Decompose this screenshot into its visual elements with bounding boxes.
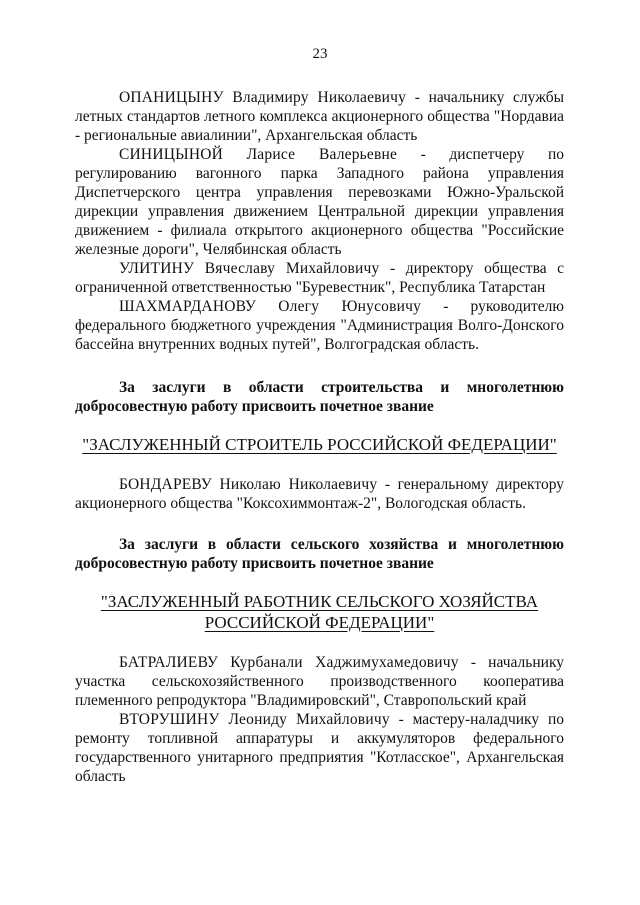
honorary-title <box>75 591 564 633</box>
honorary-title-line: "ЗАСЛУЖЕННЫЙ РАБОТНИК СЕЛЬСКОГО ХОЗЯЙСТВА <box>100 592 539 611</box>
document-body <box>75 88 564 786</box>
recipient-name: Курбанали Хаджимухамедовичу <box>230 654 459 671</box>
recipient-name: Николаю Николаевичу <box>219 476 378 493</box>
recipient-surname: УЛИТИНУ <box>119 260 195 277</box>
recipient-name: Леониду Михайловичу <box>228 711 390 728</box>
recipient-surname: БОНДАРЕВУ <box>119 476 212 493</box>
award-entry <box>75 297 564 354</box>
recipient-position: - генеральному директору акционерного общества "Коксохиммонтаж-2", Вологодская область. <box>75 476 564 512</box>
recipient-name: Вячеславу Михайловичу <box>204 260 380 277</box>
recipient-position: - директору общества с ограниченной ответственностью "Буревестник", Республика Татарстан <box>75 260 565 296</box>
recipient-position: - руководителю федерального бюджетного учреждения "Администрация Волго-Донского бассейна внутренних водных путей", Волгоградская область. <box>75 298 564 353</box>
award-entry <box>75 475 564 513</box>
award-entry <box>75 259 564 297</box>
award-entry <box>75 710 564 786</box>
recipient-name: Ларисе Валерьевне <box>246 146 398 163</box>
recipient-name: Олегу Юнусовичу <box>278 298 422 315</box>
recipient-surname: БАТРАЛИЕВУ <box>119 654 219 671</box>
recipient-position: - мастеру-наладчику по ремонту топливной аппаратуры и аккумуляторов федерального государственного унитарного предприятия "Котласское", Архангельская область <box>75 711 564 785</box>
page-number: 23 <box>312 46 328 62</box>
recipient-surname: СИНИЦЫНОЙ <box>119 146 224 163</box>
honorary-title-line: РОССИЙСКОЙ ФЕДЕРАЦИИ" <box>204 613 435 632</box>
honorary-title-line: "ЗАСЛУЖЕННЫЙ СТРОИТЕЛЬ РОССИЙСКОЙ ФЕДЕРАЦИИ" <box>82 435 557 454</box>
recipient-position: - начальнику службы летных стандартов летного комплекса акционерного общества "Нордавиа - региональные авиалинии", Архангельская область <box>75 89 565 144</box>
recipient-name: Владимиру Николаевичу <box>232 89 407 106</box>
award-entry <box>75 145 564 259</box>
recipient-position: - начальнику участка сельскохозяйственного производственного кооператива племенного репродуктора "Владимировский", Ставропольский край <box>75 654 565 709</box>
recipient-surname: ОПАНИЦЫНУ <box>119 89 224 106</box>
honorary-title <box>75 434 564 455</box>
recipient-surname: ШАХМАРДАНОВУ <box>119 298 257 315</box>
award-section-heading: За заслуги в области сельского хозяйства и многолетнюю добросовестную работу присвоить почетное звание <box>75 536 564 572</box>
recipient-position: - диспетчеру по регулированию вагонного парка Западного района управления Диспетчерского центра управления перевозками Южно-Уральской дирекции управления движением Центральной дирекции управления движением - филиала открытого акционерного общества "Российские железные дороги", Челябинская область <box>75 146 565 258</box>
award-entry <box>75 88 564 145</box>
award-section-heading: За заслуги в области строительства и многолетнюю добросовестную работу присвоить почетное звание <box>75 379 564 415</box>
recipient-surname: ВТОРУШИНУ <box>119 711 220 728</box>
award-entry <box>75 653 564 710</box>
